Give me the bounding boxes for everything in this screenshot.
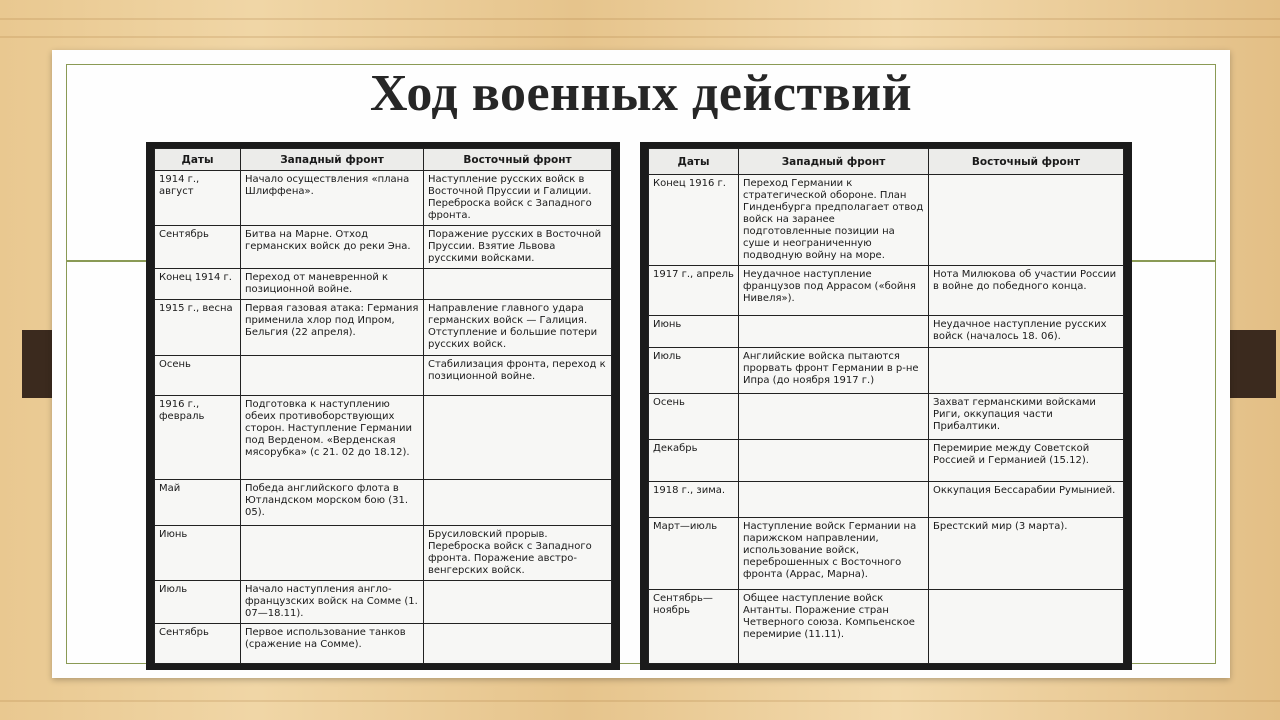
cell-date: Июнь <box>649 316 739 348</box>
table-row <box>649 518 1124 590</box>
cell-west: Битва на Марне. Отход германских войск до реки Эна. <box>241 226 424 269</box>
cell-west: Первая газовая атака: Германия применила хлор под Ипром, Бельгия (22 апреля). <box>241 300 424 356</box>
table-row <box>649 590 1124 664</box>
cell-date: 1916 г., февраль <box>155 396 241 480</box>
cell-west <box>241 356 424 396</box>
table-row <box>155 526 612 581</box>
left-table-scan <box>146 142 620 670</box>
table-row <box>155 581 612 624</box>
cell-east: Брестский мир (3 марта). <box>929 518 1124 590</box>
cell-east: Нота Милюкова об участии России в войне до победного конца. <box>929 266 1124 316</box>
left-table <box>154 148 612 664</box>
cell-date: Июнь <box>155 526 241 581</box>
cell-east: Перемирие между Советской Россией и Германией (15.12). <box>929 440 1124 482</box>
header-west: Западный фронт <box>739 149 929 175</box>
cell-west <box>241 526 424 581</box>
cell-date: Конец 1916 г. <box>649 175 739 266</box>
cell-west <box>739 440 929 482</box>
table-row <box>155 356 612 396</box>
table-row <box>155 396 612 480</box>
cell-date: Осень <box>649 394 739 440</box>
header-west: Западный фронт <box>241 149 424 171</box>
header-dates: Даты <box>649 149 739 175</box>
cell-east: Стабилизация фронта, переход к позиционной войне. <box>424 356 612 396</box>
table-row <box>155 300 612 356</box>
cell-date: 1915 г., весна <box>155 300 241 356</box>
cell-west: Переход Германии к стратегической обороне. План Гинденбурга предполагает отвод войск на заранее подготовленные позиции на суше и неограниченную подводную войну на море. <box>739 175 929 266</box>
table-row <box>155 171 612 226</box>
table-row <box>649 394 1124 440</box>
table-row <box>155 624 612 664</box>
cell-east: Оккупация Бессарабии Румынией. <box>929 482 1124 518</box>
cell-west: Наступление войск Германии на парижском направлении, использование войск, переброшенных с Восточного фронта (Аррас, Марна). <box>739 518 929 590</box>
cell-west: Победа английского флота в Ютландском морском бою (31. 05). <box>241 480 424 526</box>
cell-west: Начало осуществления «плана Шлиффена». <box>241 171 424 226</box>
table-header-row <box>649 149 1124 175</box>
table-row <box>649 482 1124 518</box>
cell-east: Неудачное наступление русских войск (началось 18. 06). <box>929 316 1124 348</box>
table-row <box>155 226 612 269</box>
table-row <box>649 175 1124 266</box>
header-dates: Даты <box>155 149 241 171</box>
cell-east <box>929 348 1124 394</box>
cell-east <box>424 269 612 300</box>
table-row <box>649 348 1124 394</box>
cell-west: Первое использование танков (сражение на Сомме). <box>241 624 424 664</box>
cell-date: Осень <box>155 356 241 396</box>
divider-line-right <box>1132 260 1216 262</box>
divider-line-left <box>66 260 146 262</box>
right-table <box>648 148 1124 664</box>
table-row <box>155 480 612 526</box>
cell-east <box>424 480 612 526</box>
cell-east: Направление главного удара германских войск — Галиция. Отступление и большие потери русских войск. <box>424 300 612 356</box>
cell-west: Неудачное наступление французов под Аррасом («бойня Нивеля»). <box>739 266 929 316</box>
cell-west: Переход от маневренной к позиционной войне. <box>241 269 424 300</box>
cell-east: Поражение русских в Восточной Пруссии. Взятие Львова русскими войсками. <box>424 226 612 269</box>
cell-east: Наступление русских войск в Восточной Пруссии и Галиции. Переброска войск с Западного фронта. <box>424 171 612 226</box>
table-row <box>155 269 612 300</box>
cell-date: 1914 г., август <box>155 171 241 226</box>
cell-west <box>739 316 929 348</box>
cell-date: Сентябрь—ноябрь <box>649 590 739 664</box>
cell-date: Сентябрь <box>155 624 241 664</box>
cell-date: Декабрь <box>649 440 739 482</box>
cell-date: Конец 1914 г. <box>155 269 241 300</box>
cell-date: Июль <box>155 581 241 624</box>
cell-west: Начало наступления англо-французских войск на Сомме (1. 07—18.11). <box>241 581 424 624</box>
slide <box>52 50 1230 678</box>
header-east: Восточный фронт <box>929 149 1124 175</box>
cell-date: Май <box>155 480 241 526</box>
table-row <box>649 440 1124 482</box>
cell-east <box>929 590 1124 664</box>
table-row <box>649 316 1124 348</box>
table-header-row <box>155 149 612 171</box>
cell-west: Английские войска пытаются прорвать фронт Германии в р-не Ипра (до ноября 1917 г.) <box>739 348 929 394</box>
cell-west: Подготовка к наступлению обеих противоборствующих сторон. Наступление Германии под Верденом. «Верденская мясорубка» (с 21. 02 до 18.12). <box>241 396 424 480</box>
cell-east: Брусиловский прорыв. Переброска войск с Западного фронта. Поражение австро-венгерских войск. <box>424 526 612 581</box>
cell-west: Общее наступление войск Антанты. Поражение стран Четверного союза. Компьенское перемирие (11.11). <box>739 590 929 664</box>
cell-east <box>424 624 612 664</box>
cell-west <box>739 394 929 440</box>
table-row <box>649 266 1124 316</box>
cell-date: 1917 г., апрель <box>649 266 739 316</box>
cell-east <box>929 175 1124 266</box>
cell-east <box>424 581 612 624</box>
cell-date: Июль <box>649 348 739 394</box>
cell-date: Март—июль <box>649 518 739 590</box>
cell-east: Захват германскими войсками Риги, оккупация части Прибалтики. <box>929 394 1124 440</box>
right-tab-decoration <box>1226 330 1276 398</box>
cell-east <box>424 396 612 480</box>
cell-date: Сентябрь <box>155 226 241 269</box>
cell-west <box>739 482 929 518</box>
header-east: Восточный фронт <box>424 149 612 171</box>
right-table-scan <box>640 142 1132 670</box>
cell-date: 1918 г., зима. <box>649 482 739 518</box>
slide-title: Ход военных действий <box>369 65 913 122</box>
